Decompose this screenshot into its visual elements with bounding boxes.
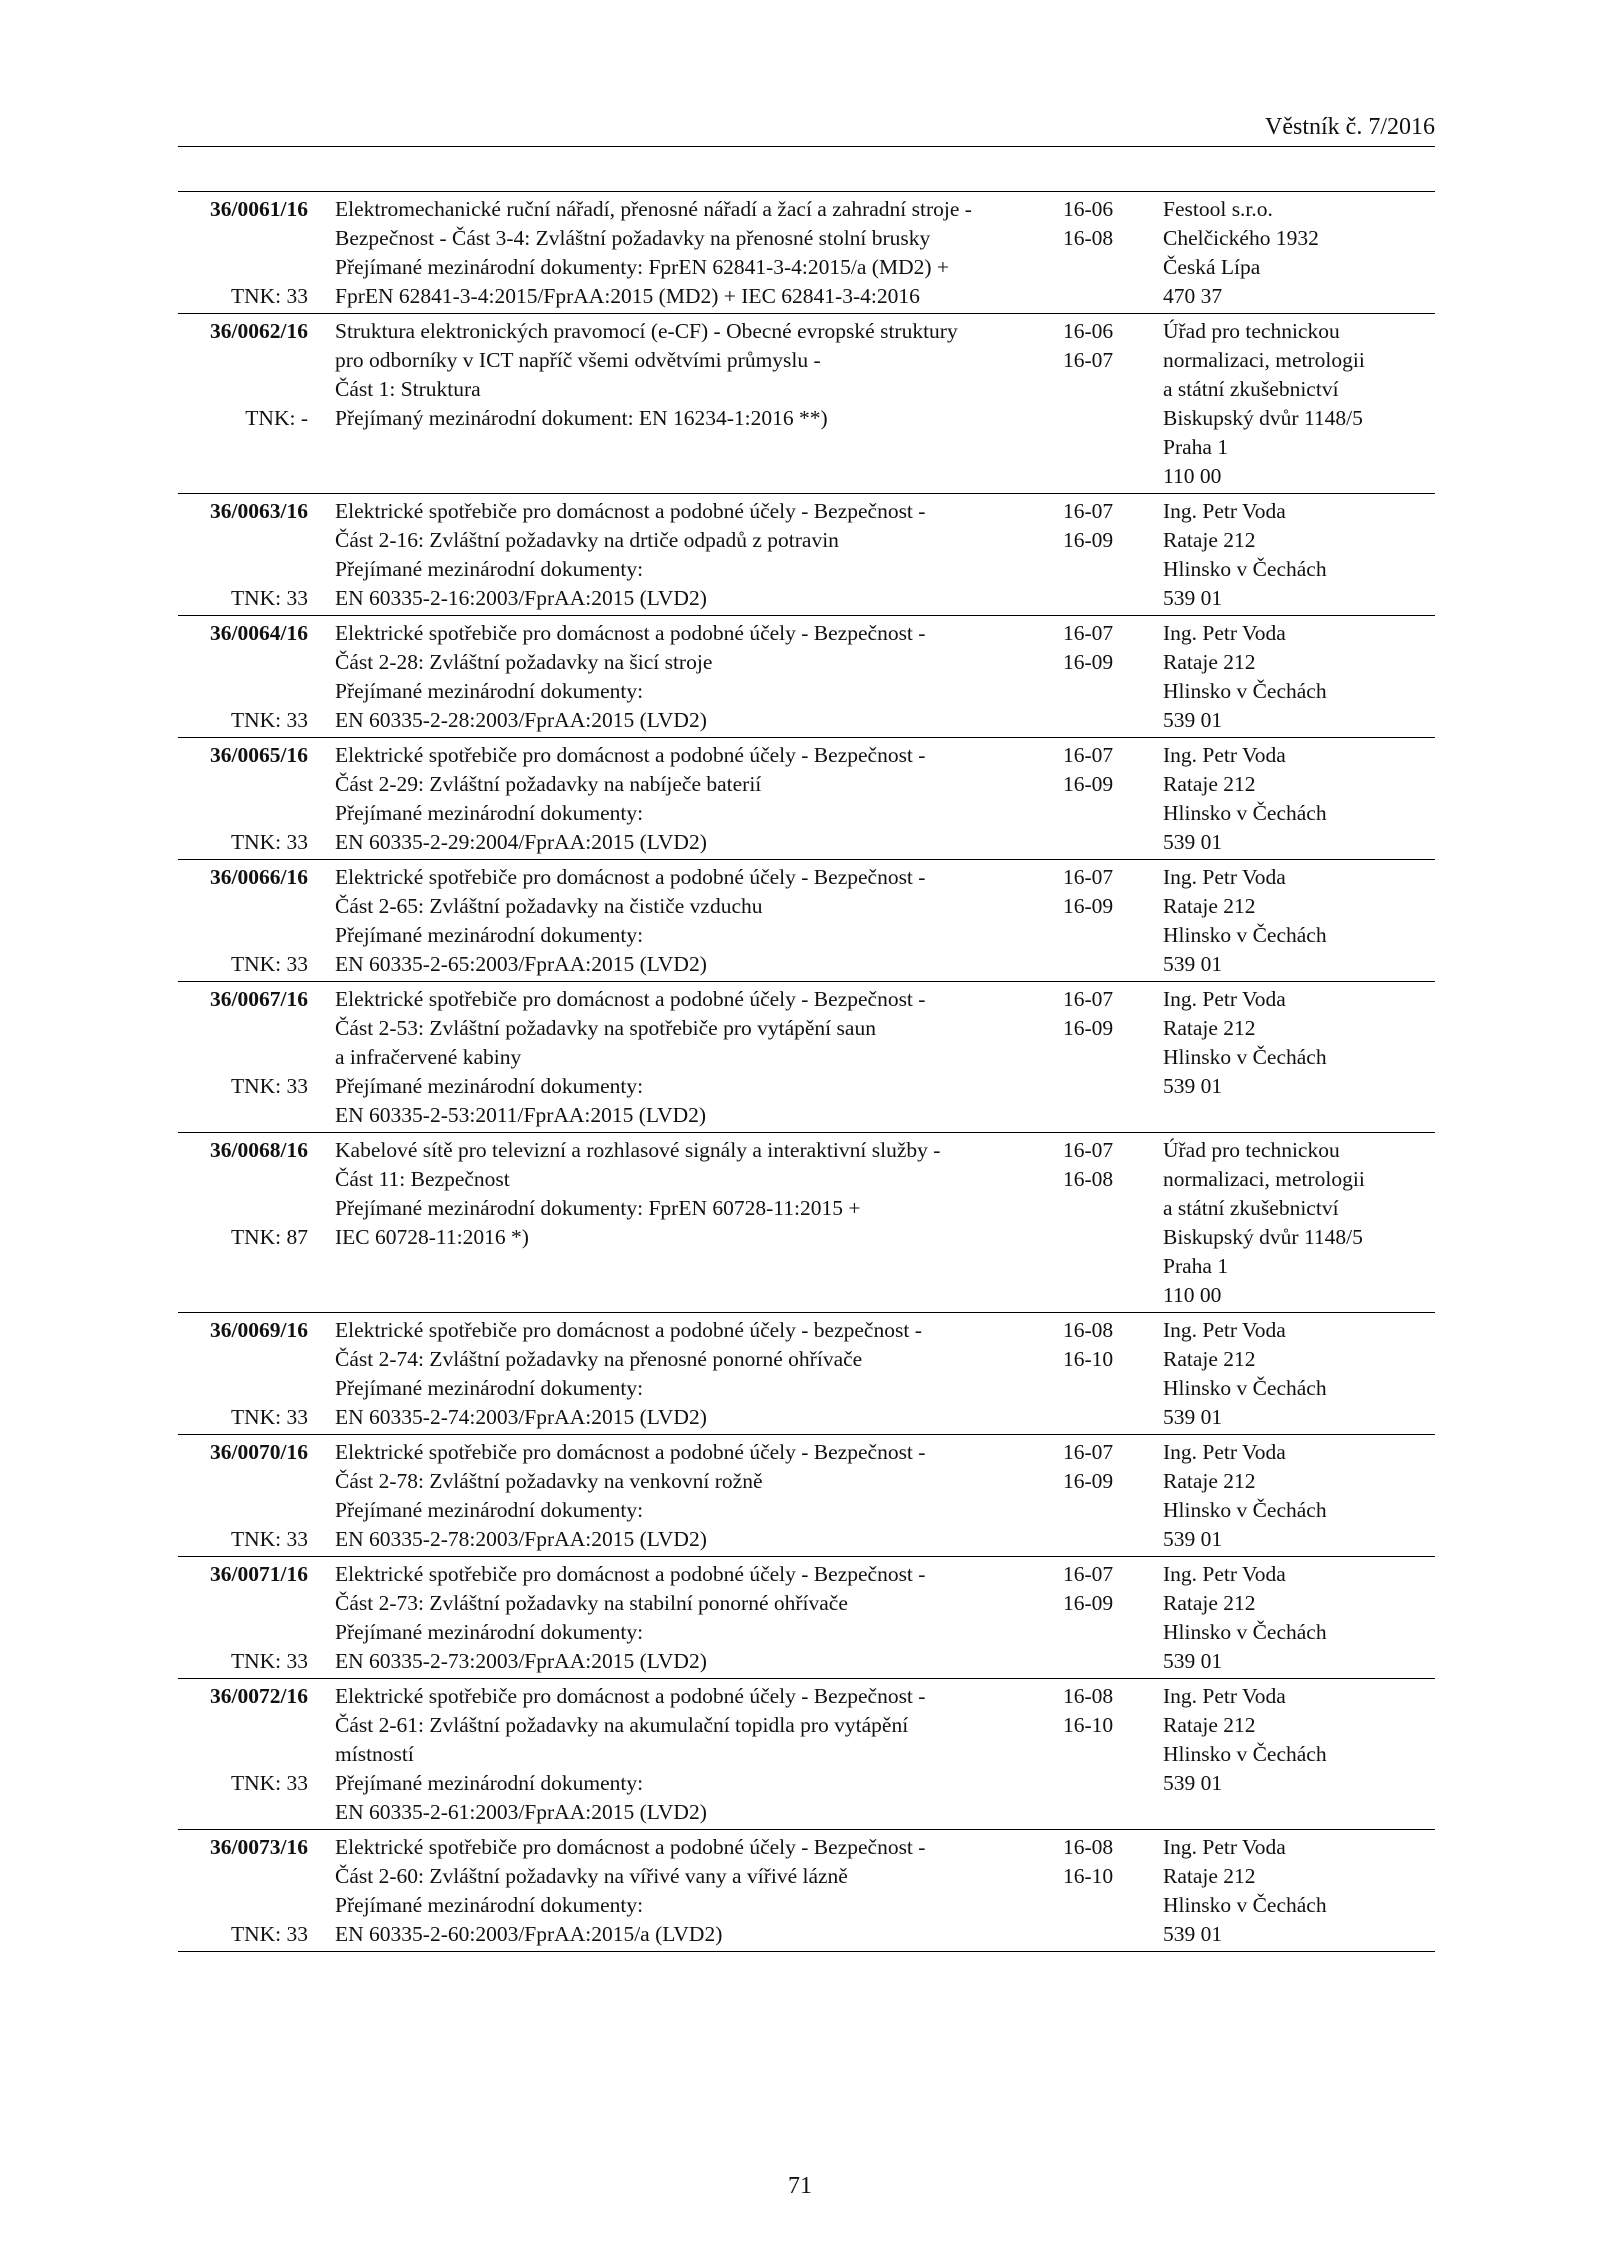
- row-tnk: TNK: 33: [230, 586, 308, 610]
- header-rule: [178, 146, 1435, 147]
- row-organization-line: a státní zkušebnictví: [1163, 377, 1339, 401]
- row-title-line: Přejímané mezinárodní dokumenty: FprEN 62841-3-4:2015/a (MD2) +: [335, 255, 950, 279]
- row-id-cell: [178, 1833, 308, 1949]
- row-organization-line: Úřad pro technickou: [1163, 1138, 1340, 1162]
- row-dates: [1063, 863, 1143, 921]
- row-dates-line: 16-09: [1063, 772, 1114, 796]
- row-title-line: EN 60335-2-65:2003/FprAA:2015 (LVD2): [335, 952, 707, 976]
- page-header-title: Věstník č. 7/2016: [1265, 114, 1435, 140]
- row-organization-line: Chelčického 1932: [1163, 226, 1319, 250]
- row-id-cell: [178, 863, 308, 979]
- row-tnk: TNK: 33: [230, 284, 308, 308]
- row-organization-line: Rataje 212: [1163, 1347, 1256, 1371]
- row-id: 36/0070/16: [210, 1440, 308, 1464]
- row-organization: [1163, 497, 1435, 613]
- row-id-cell: [178, 195, 308, 311]
- row-dates-line: 16-07: [1063, 499, 1114, 523]
- row-tnk: TNK: 33: [230, 830, 308, 854]
- row-title-line: EN 60335-2-60:2003/FprAA:2015/a (LVD2): [335, 1922, 723, 1946]
- row-id: 36/0061/16: [210, 197, 308, 221]
- row-organization-line: Ing. Petr Voda: [1163, 499, 1286, 523]
- row-tnk: TNK: 33: [230, 1074, 308, 1098]
- row-organization: [1163, 619, 1435, 735]
- row-id-cell: [178, 985, 308, 1130]
- row-organization-line: 539 01: [1163, 1074, 1223, 1098]
- row-id: 36/0071/16: [210, 1562, 308, 1586]
- row-dates: [1063, 1438, 1143, 1496]
- row-title-line: EN 60335-2-74:2003/FprAA:2015 (LVD2): [335, 1405, 707, 1429]
- table-row: [178, 738, 1435, 860]
- row-title-line: Elektrické spotřebiče pro domácnost a podobné účely - Bezpečnost -: [335, 987, 926, 1011]
- row-organization-line: normalizaci, metrologii: [1163, 348, 1365, 372]
- row-title-line: Část 2-61: Zvláštní požadavky na akumulační topidla pro vytápění: [335, 1713, 909, 1737]
- row-organization: [1163, 195, 1435, 311]
- row-title-line: Přejímané mezinárodní dokumenty:: [335, 801, 644, 825]
- row-dates-line: 16-07: [1063, 1138, 1114, 1162]
- row-dates: [1063, 1560, 1143, 1618]
- row-organization-line: Rataje 212: [1163, 1016, 1256, 1040]
- row-organization: [1163, 1136, 1435, 1310]
- row-organization-line: Ing. Petr Voda: [1163, 1440, 1286, 1464]
- row-dates-line: 16-08: [1063, 1167, 1114, 1191]
- row-title-line: Část 2-28: Zvláštní požadavky na šicí stroje: [335, 650, 713, 674]
- row-dates: [1063, 497, 1143, 555]
- row-id: 36/0072/16: [210, 1684, 308, 1708]
- table-row: [178, 1557, 1435, 1679]
- row-title: [335, 1560, 1055, 1676]
- row-organization-line: Ing. Petr Voda: [1163, 1562, 1286, 1586]
- row-organization-line: Ing. Petr Voda: [1163, 865, 1286, 889]
- row-title-line: Elektrické spotřebiče pro domácnost a podobné účely - Bezpečnost -: [335, 1835, 926, 1859]
- row-organization-line: Hlinsko v Čechách: [1163, 1376, 1327, 1400]
- row-id-cell: [178, 317, 308, 491]
- row-organization-line: Česká Lípa: [1163, 255, 1261, 279]
- row-id-cell: [178, 1316, 308, 1432]
- row-tnk: TNK: 33: [230, 708, 308, 732]
- row-dates: [1063, 1682, 1143, 1740]
- table-row: [178, 1435, 1435, 1557]
- row-dates: [1063, 1316, 1143, 1374]
- table-row: [178, 1830, 1435, 1952]
- row-title-line: Elektrické spotřebiče pro domácnost a podobné účely - Bezpečnost -: [335, 1562, 926, 1586]
- row-title-line: Přejímané mezinárodní dokumenty:: [335, 1376, 644, 1400]
- row-organization: [1163, 317, 1435, 491]
- row-title-line: Elektromechanické ruční nářadí, přenosné nářadí a žací a zahradní stroje -: [335, 197, 972, 221]
- row-organization-line: Biskupský dvůr 1148/5: [1163, 1225, 1363, 1249]
- row-organization-line: Hlinsko v Čechách: [1163, 1498, 1327, 1522]
- row-organization-line: Rataje 212: [1163, 1469, 1256, 1493]
- row-title-line: Část 2-65: Zvláštní požadavky na čističe vzduchu: [335, 894, 763, 918]
- row-organization-line: Festool s.r.o.: [1163, 197, 1273, 221]
- row-id: 36/0063/16: [210, 499, 308, 523]
- row-organization-line: Rataje 212: [1163, 1864, 1256, 1888]
- row-dates: [1063, 195, 1143, 253]
- row-organization-line: 539 01: [1163, 586, 1223, 610]
- row-title-line: EN 60335-2-73:2003/FprAA:2015 (LVD2): [335, 1649, 707, 1673]
- row-title-line: EN 60335-2-78:2003/FprAA:2015 (LVD2): [335, 1527, 707, 1551]
- row-dates-line: 16-09: [1063, 650, 1114, 674]
- row-title-line: Přejímaný mezinárodní dokument: EN 16234-1:2016 **): [335, 406, 828, 430]
- row-title-line: Elektrické spotřebiče pro domácnost a podobné účely - Bezpečnost -: [335, 743, 926, 767]
- row-organization-line: 539 01: [1163, 1922, 1223, 1946]
- row-title-line: Bezpečnost - Část 3-4: Zvláštní požadavky na přenosné stolní brusky: [335, 226, 931, 250]
- row-title-line: IEC 60728-11:2016 *): [335, 1225, 529, 1249]
- row-organization-line: Ing. Petr Voda: [1163, 1684, 1286, 1708]
- standards-table: [178, 191, 1435, 1952]
- row-organization: [1163, 1316, 1435, 1432]
- row-organization-line: normalizaci, metrologii: [1163, 1167, 1365, 1191]
- row-organization-line: Hlinsko v Čechách: [1163, 1045, 1327, 1069]
- row-organization-line: Rataje 212: [1163, 1591, 1256, 1615]
- row-title: [335, 1438, 1055, 1554]
- row-organization-line: Ing. Petr Voda: [1163, 987, 1286, 1011]
- row-dates: [1063, 741, 1143, 799]
- table-row: [178, 1133, 1435, 1313]
- row-organization-line: Ing. Petr Voda: [1163, 1835, 1286, 1859]
- row-id: 36/0062/16: [210, 319, 308, 343]
- row-tnk: TNK: 33: [230, 1922, 308, 1946]
- row-organization: [1163, 863, 1435, 979]
- row-title-line: Přejímané mezinárodní dokumenty: FprEN 60728-11:2015 +: [335, 1196, 861, 1220]
- row-title: [335, 985, 1055, 1130]
- row-title-line: Část 2-60: Zvláštní požadavky na vířivé vany a vířivé lázně: [335, 1864, 848, 1888]
- row-id-cell: [178, 1682, 308, 1827]
- row-id: 36/0065/16: [210, 743, 308, 767]
- table-row: [178, 1679, 1435, 1830]
- row-title-line: Přejímané mezinárodní dokumenty:: [335, 1893, 644, 1917]
- table-row: [178, 982, 1435, 1133]
- row-dates-line: 16-06: [1063, 319, 1114, 343]
- row-organization-line: Rataje 212: [1163, 1713, 1256, 1737]
- row-title-line: Elektrické spotřebiče pro domácnost a podobné účely - Bezpečnost -: [335, 1440, 926, 1464]
- row-title-line: Struktura elektronických pravomocí (e-CF) - Obecné evropské struktury: [335, 319, 958, 343]
- row-title-line: Kabelové sítě pro televizní a rozhlasové signály a interaktivní služby -: [335, 1138, 941, 1162]
- row-tnk: TNK: 33: [230, 1771, 308, 1795]
- row-title-line: EN 60335-2-53:2011/FprAA:2015 (LVD2): [335, 1103, 707, 1127]
- row-title-line: Část 2-16: Zvláštní požadavky na drtiče odpadů z potravin: [335, 528, 839, 552]
- row-tnk: TNK: 33: [230, 1649, 308, 1673]
- row-dates-line: 16-08: [1063, 1835, 1114, 1859]
- row-dates-line: 16-10: [1063, 1347, 1114, 1371]
- row-tnk: TNK: 87: [230, 1225, 308, 1249]
- row-organization-line: 470 37: [1163, 284, 1223, 308]
- row-title: [335, 741, 1055, 857]
- row-dates-line: 16-07: [1063, 865, 1114, 889]
- row-dates: [1063, 1136, 1143, 1194]
- row-title: [335, 619, 1055, 735]
- table-row: [178, 494, 1435, 616]
- row-organization-line: 539 01: [1163, 830, 1223, 854]
- row-organization-line: 539 01: [1163, 708, 1223, 732]
- row-id: 36/0066/16: [210, 865, 308, 889]
- row-organization-line: Rataje 212: [1163, 894, 1256, 918]
- row-id-cell: [178, 1560, 308, 1676]
- row-dates-line: 16-07: [1063, 1562, 1114, 1586]
- row-organization: [1163, 1560, 1435, 1676]
- row-dates-line: 16-09: [1063, 1016, 1114, 1040]
- row-organization-line: Ing. Petr Voda: [1163, 1318, 1286, 1342]
- row-organization-line: 539 01: [1163, 1527, 1223, 1551]
- row-title-line: Část 2-29: Zvláštní požadavky na nabíječe baterií: [335, 772, 762, 796]
- row-organization: [1163, 1682, 1435, 1798]
- row-organization-line: Rataje 212: [1163, 528, 1256, 552]
- row-dates-line: 16-07: [1063, 743, 1114, 767]
- row-tnk: TNK: 33: [230, 952, 308, 976]
- row-id: 36/0064/16: [210, 621, 308, 645]
- row-title: [335, 195, 1055, 311]
- row-title-line: Elektrické spotřebiče pro domácnost a podobné účely - Bezpečnost -: [335, 1684, 926, 1708]
- row-dates-line: 16-09: [1063, 1591, 1114, 1615]
- row-organization-line: Hlinsko v Čechách: [1163, 557, 1327, 581]
- row-dates-line: 16-09: [1063, 1469, 1114, 1493]
- row-title-line: Přejímané mezinárodní dokumenty:: [335, 1074, 644, 1098]
- row-id-cell: [178, 741, 308, 857]
- row-title-line: EN 60335-2-28:2003/FprAA:2015 (LVD2): [335, 708, 707, 732]
- row-organization-line: Hlinsko v Čechách: [1163, 923, 1327, 947]
- row-title: [335, 317, 1055, 433]
- row-organization-line: Hlinsko v Čechách: [1163, 801, 1327, 825]
- row-organization-line: 539 01: [1163, 1649, 1223, 1673]
- row-title-line: Přejímané mezinárodní dokumenty:: [335, 923, 644, 947]
- row-title-line: Přejímané mezinárodní dokumenty:: [335, 679, 644, 703]
- row-organization-line: Rataje 212: [1163, 650, 1256, 674]
- row-title: [335, 1316, 1055, 1432]
- row-tnk: TNK: 33: [230, 1527, 308, 1551]
- page-number: 71: [788, 2173, 812, 2199]
- row-title-line: Elektrické spotřebiče pro domácnost a podobné účely - Bezpečnost -: [335, 621, 926, 645]
- row-title-line: Část 2-74: Zvláštní požadavky na přenosné ponorné ohřívače: [335, 1347, 863, 1371]
- row-dates-line: 16-07: [1063, 348, 1114, 372]
- row-title-line: Elektrické spotřebiče pro domácnost a podobné účely - bezpečnost -: [335, 1318, 922, 1342]
- row-organization: [1163, 1833, 1435, 1949]
- row-title-line: a infračervené kabiny: [335, 1045, 522, 1069]
- row-title-line: FprEN 62841-3-4:2015/FprAA:2015 (MD2) + IEC 62841-3-4:2016: [335, 284, 920, 308]
- row-dates-line: 16-09: [1063, 894, 1114, 918]
- row-organization-line: 539 01: [1163, 1405, 1223, 1429]
- row-organization-line: 539 01: [1163, 952, 1223, 976]
- row-title: [335, 1833, 1055, 1949]
- row-organization-line: Úřad pro technickou: [1163, 319, 1340, 343]
- row-title-line: Část 11: Bezpečnost: [335, 1167, 510, 1191]
- row-organization-line: Hlinsko v Čechách: [1163, 1742, 1327, 1766]
- row-dates: [1063, 985, 1143, 1043]
- row-id: 36/0073/16: [210, 1835, 308, 1859]
- row-title: [335, 1682, 1055, 1827]
- row-organization-line: 110 00: [1163, 1283, 1222, 1307]
- row-id: 36/0067/16: [210, 987, 308, 1011]
- row-dates-line: 16-08: [1063, 1684, 1114, 1708]
- row-title-line: pro odborníky v ICT napříč všemi odvětvími průmyslu -: [335, 348, 821, 372]
- row-organization-line: Ing. Petr Voda: [1163, 743, 1286, 767]
- row-dates-line: 16-10: [1063, 1864, 1114, 1888]
- row-organization-line: Hlinsko v Čechách: [1163, 679, 1327, 703]
- table-row: [178, 1313, 1435, 1435]
- row-id: 36/0069/16: [210, 1318, 308, 1342]
- row-title-line: Část 2-73: Zvláštní požadavky na stabilní ponorné ohřívače: [335, 1591, 848, 1615]
- row-dates-line: 16-07: [1063, 987, 1114, 1011]
- row-organization-line: Praha 1: [1163, 435, 1229, 459]
- row-dates: [1063, 619, 1143, 677]
- row-title: [335, 863, 1055, 979]
- row-dates-line: 16-06: [1063, 197, 1114, 221]
- row-title: [335, 1136, 1055, 1252]
- row-organization: [1163, 1438, 1435, 1554]
- row-dates-line: 16-07: [1063, 1440, 1114, 1464]
- row-title-line: EN 60335-2-16:2003/FprAA:2015 (LVD2): [335, 586, 707, 610]
- row-organization-line: 539 01: [1163, 1771, 1223, 1795]
- table-row: [178, 616, 1435, 738]
- row-id-cell: [178, 619, 308, 735]
- row-title-line: Část 2-78: Zvláštní požadavky na venkovní rožně: [335, 1469, 763, 1493]
- row-id: 36/0068/16: [210, 1138, 308, 1162]
- row-tnk: TNK: 33: [230, 1405, 308, 1429]
- table-row: [178, 192, 1435, 314]
- row-title: [335, 497, 1055, 613]
- row-dates-line: 16-10: [1063, 1713, 1114, 1737]
- row-organization-line: 110 00: [1163, 464, 1222, 488]
- row-organization-line: Hlinsko v Čechách: [1163, 1893, 1327, 1917]
- row-organization: [1163, 741, 1435, 857]
- row-dates-line: 16-09: [1063, 528, 1114, 552]
- table-row: [178, 314, 1435, 494]
- row-dates-line: 16-08: [1063, 1318, 1114, 1342]
- row-title-line: Přejímané mezinárodní dokumenty:: [335, 1498, 644, 1522]
- row-title-line: EN 60335-2-61:2003/FprAA:2015 (LVD2): [335, 1800, 707, 1824]
- row-title-line: Přejímané mezinárodní dokumenty:: [335, 557, 644, 581]
- row-dates: [1063, 317, 1143, 375]
- row-title-line: Přejímané mezinárodní dokumenty:: [335, 1620, 644, 1644]
- table-row: [178, 860, 1435, 982]
- row-title-line: EN 60335-2-29:2004/FprAA:2015 (LVD2): [335, 830, 707, 854]
- row-organization-line: Hlinsko v Čechách: [1163, 1620, 1327, 1644]
- row-organization: [1163, 985, 1435, 1101]
- row-title-line: Elektrické spotřebiče pro domácnost a podobné účely - Bezpečnost -: [335, 499, 926, 523]
- row-title-line: Přejímané mezinárodní dokumenty:: [335, 1771, 644, 1795]
- row-title-line: Část 1: Struktura: [335, 377, 481, 401]
- row-title-line: Elektrické spotřebiče pro domácnost a podobné účely - Bezpečnost -: [335, 865, 926, 889]
- row-id-cell: [178, 1438, 308, 1554]
- row-title-line: místností: [335, 1742, 414, 1766]
- row-organization-line: Praha 1: [1163, 1254, 1229, 1278]
- row-id-cell: [178, 497, 308, 613]
- row-organization-line: Biskupský dvůr 1148/5: [1163, 406, 1363, 430]
- row-dates-line: 16-07: [1063, 621, 1114, 645]
- row-organization-line: Ing. Petr Voda: [1163, 621, 1286, 645]
- row-tnk: TNK: -: [245, 406, 308, 430]
- row-id-cell: [178, 1136, 308, 1310]
- row-organization-line: a státní zkušebnictví: [1163, 1196, 1339, 1220]
- row-dates: [1063, 1833, 1143, 1891]
- row-organization-line: Rataje 212: [1163, 772, 1256, 796]
- row-dates-line: 16-08: [1063, 226, 1114, 250]
- row-title-line: Část 2-53: Zvláštní požadavky na spotřebiče pro vytápění saun: [335, 1016, 876, 1040]
